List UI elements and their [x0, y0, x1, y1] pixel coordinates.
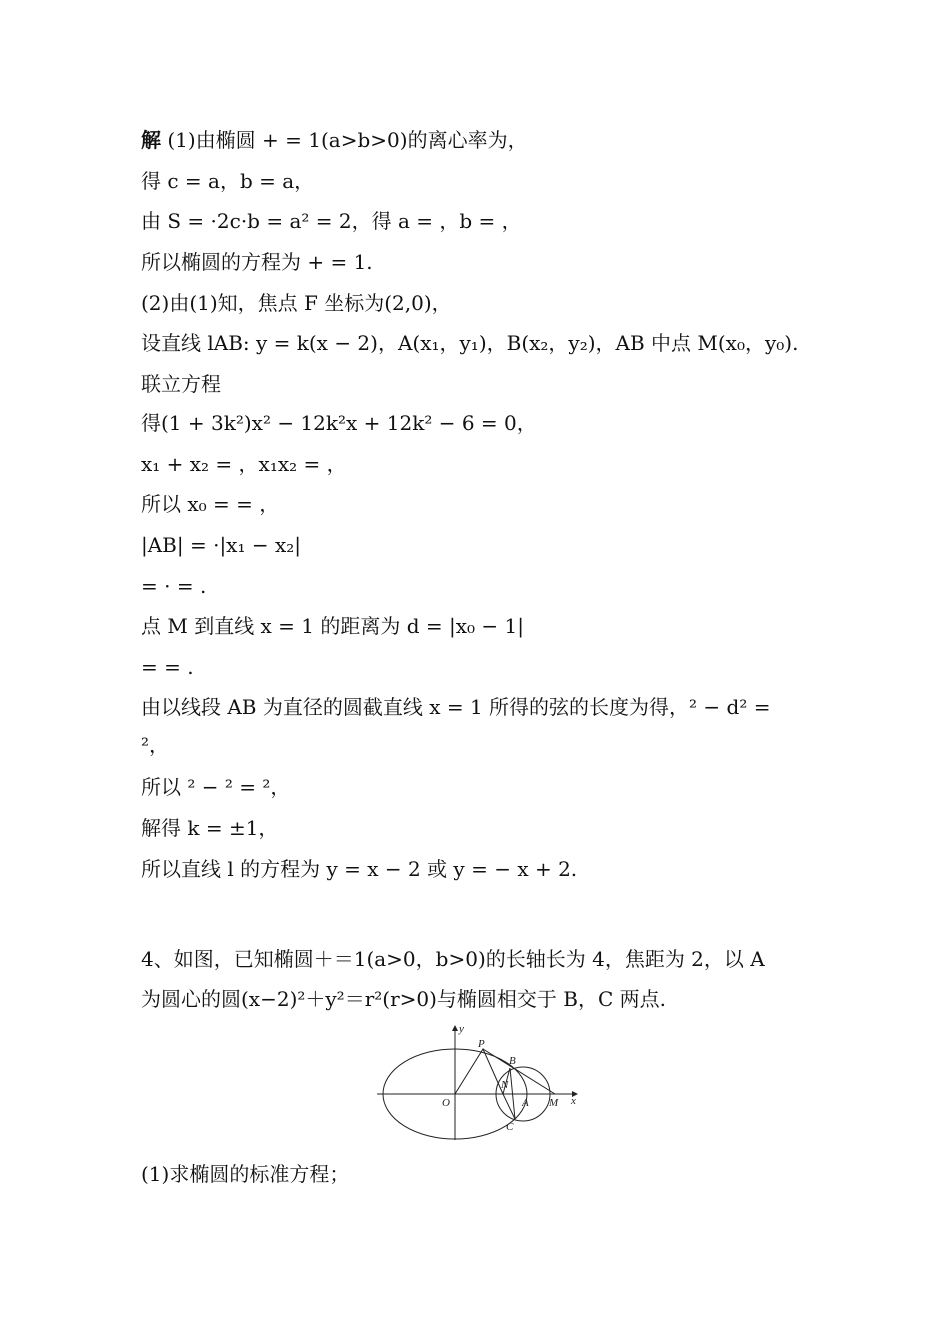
solution-line-1	[141, 128, 528, 152]
solution-line-7: 联立方程	[141, 372, 221, 396]
solution-line-18: 解得 k = ±1，	[141, 816, 279, 840]
label-m: M	[549, 1097, 559, 1109]
problem4-line-2: 为圆心的圆(x−2)²＋y²＝r²(r>0)与椭圆相交于 B，C 两点.	[141, 987, 666, 1011]
solution-line-6: 设直线 lAB: y = k(x − 2)，A(x₁，y₁)，B(x₂，y₂)，AB 中点 M(x₀，y₀).	[141, 331, 799, 355]
label-b: B	[509, 1055, 516, 1067]
label-x: x	[571, 1095, 576, 1107]
solution-line-5: (2)由(1)知，焦点 F 坐标为(2,0)，	[141, 291, 452, 315]
solution-line-3: 由 S = ·2c·b = a² = 2，得 a = ，b = ，	[141, 209, 522, 233]
solution-line-17: 所以 ² − ² = ²，	[141, 775, 291, 799]
solution-line-15: 由以线段 AB 为直径的圆截直线 x = 1 所得的弦的长度为得，² − d² =	[141, 695, 771, 719]
solution-line-16: ²，	[141, 733, 170, 757]
solution-line-14: = = .	[141, 655, 194, 679]
problem4-line-1: 4、如图，已知椭圆＋＝1(a>0，b>0)的长轴长为 4，焦距为 2，以 A	[141, 947, 765, 971]
solution-line-10: 所以 x₀ = = ，	[141, 492, 280, 516]
solution-label: 解	[141, 128, 161, 152]
solution-line-2: 得 c = a，b = a，	[141, 169, 315, 193]
label-c: C	[506, 1121, 514, 1133]
triangle-lines	[455, 1049, 503, 1094]
solution-line-13: 点 M 到直线 x = 1 的距离为 d = |x₀ − 1|	[141, 614, 524, 638]
solution-text-1: (1)由椭圆 + = 1(a>b>0)的离心率为，	[161, 128, 528, 152]
line-pm	[483, 1049, 555, 1094]
solution-line-11: |AB| = ·|x₁ − x₂|	[141, 533, 301, 557]
label-o: O	[442, 1097, 450, 1109]
label-p: P	[478, 1038, 485, 1050]
solution-line-4: 所以椭圆的方程为 + = 1.	[141, 250, 373, 274]
label-y: y	[459, 1023, 464, 1035]
solution-line-19: 所以直线 l 的方程为 y = x − 2 或 y = − x + 2.	[141, 857, 578, 881]
solution-line-9: x₁ + x₂ = ，x₁x₂ = ，	[141, 452, 347, 476]
solution-line-8: 得(1 + 3k²)x² − 12k²x + 12k² − 6 = 0，	[141, 411, 537, 435]
label-a: A	[522, 1097, 529, 1109]
ellipse-circle-figure	[375, 1022, 585, 1144]
problem4-sub1: (1)求椭圆的标准方程；	[141, 1162, 350, 1186]
solution-line-12: = · = .	[141, 574, 207, 598]
label-n: N	[501, 1079, 509, 1091]
